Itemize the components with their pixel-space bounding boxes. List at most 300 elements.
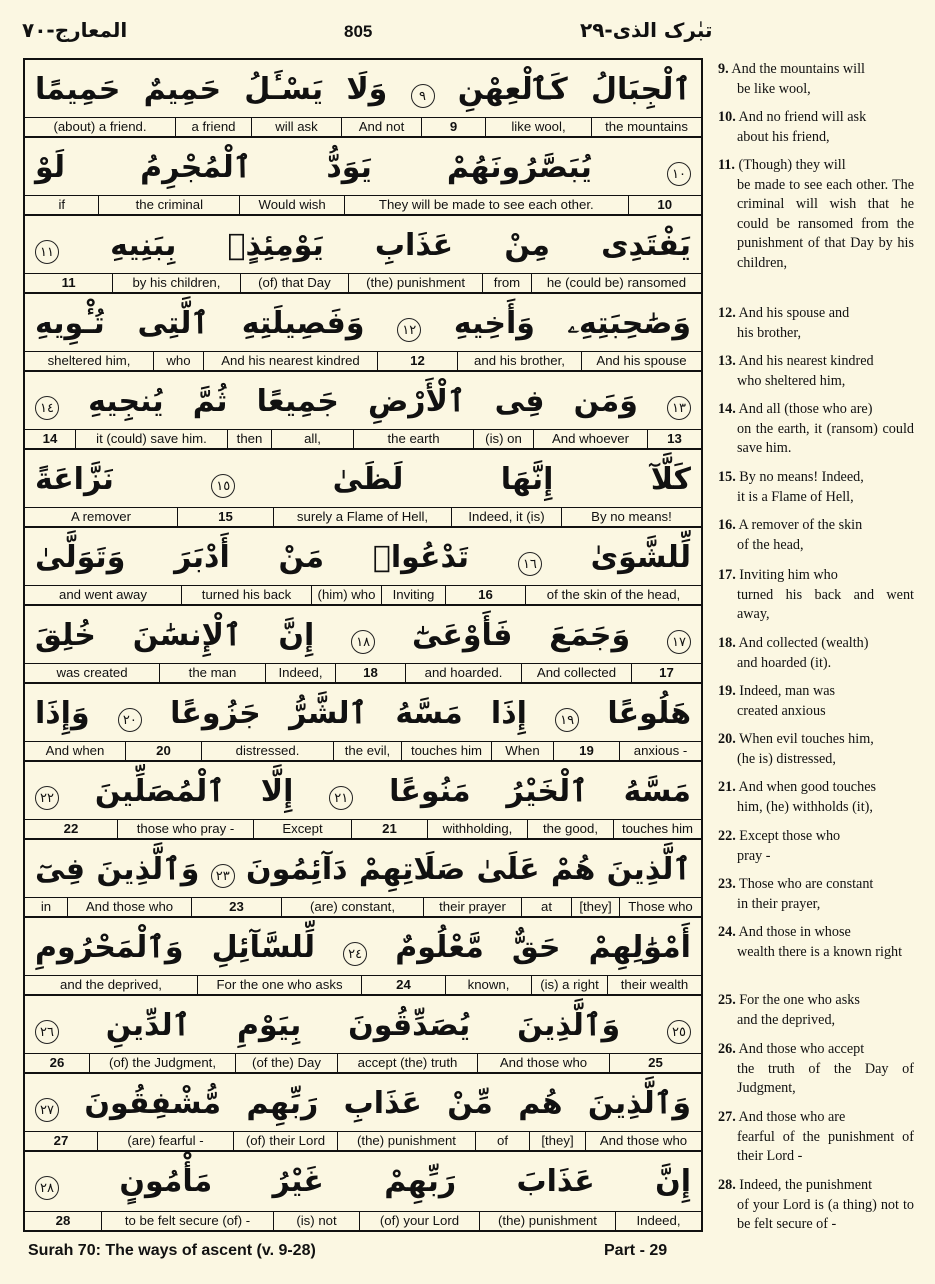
arabic-word: يَسْـَٔلُ — [244, 71, 324, 107]
gloss-cell: Indeed, — [265, 664, 335, 682]
verse-number-marker: ١٨ — [351, 630, 375, 654]
translation-text-continued: in their prayer, — [737, 895, 821, 912]
gloss-cell: Would wish — [239, 196, 344, 214]
translation-verse-number: 22. — [718, 828, 736, 844]
verse-number-marker: ١٥ — [211, 474, 235, 498]
english-gloss-row — [25, 1211, 701, 1230]
translation-verse — [718, 827, 914, 866]
arabic-word: وَٱلَّذِينَ — [587, 1085, 691, 1121]
arabic-word: ٱلَّذِينَ — [606, 851, 691, 887]
translation-text-continued: turned his back and went away, — [737, 586, 914, 623]
verse-row — [25, 216, 701, 294]
arabic-word: مَّعْلُومٌ — [395, 929, 484, 965]
gloss-cell: to be felt secure (of) - — [101, 1212, 273, 1230]
gloss-verse-number: 25 — [609, 1054, 701, 1072]
arabic-words — [25, 294, 701, 352]
gloss-cell: (is) a right — [531, 976, 607, 994]
english-gloss-row — [25, 897, 701, 916]
arabic-word: إِنَّ — [655, 1163, 691, 1199]
arabic-word: ٱلْمُجْرِمُ — [140, 149, 252, 185]
english-gloss-row — [25, 1131, 701, 1150]
gloss-verse-number: 14 — [42, 431, 58, 446]
footer-part: Part - 29 — [604, 1242, 668, 1259]
gloss-cell: the mountains — [591, 118, 701, 136]
translation-text-continued: pray - — [737, 847, 771, 864]
translation-text-continued: and hoarded (it). — [737, 654, 832, 671]
translation-text-first-line: And his nearest kindred — [738, 353, 874, 369]
gloss-cell: (about) a friend. — [53, 119, 147, 134]
gloss-cell: A remover — [70, 509, 132, 524]
translation-text-continued: who sheltered him, — [737, 372, 846, 389]
translation-verse-number: 20. — [718, 731, 736, 747]
translation-verse — [718, 923, 914, 962]
translation-verse-number: 26. — [718, 1041, 736, 1057]
gloss-cell: the evil, — [333, 742, 401, 760]
gloss-verse-number: 21 — [351, 820, 427, 838]
english-gloss-row — [25, 507, 701, 526]
gloss-cell: For the one who asks — [197, 976, 361, 994]
translation-verse-number: 9. — [718, 61, 729, 77]
arabic-word: رَبِّهِمْ — [384, 1163, 457, 1199]
arabic-word: وَمَن — [573, 383, 638, 419]
gloss-cell: in — [40, 899, 52, 914]
arabic-words — [25, 372, 701, 430]
verse-number-marker: ١٩ — [555, 708, 579, 732]
gloss-cell: (of the) Day — [235, 1054, 337, 1072]
arabic-word: يُصَدِّقُونَ — [348, 1007, 471, 1043]
verse-row — [25, 294, 701, 372]
translation-verse — [718, 516, 914, 555]
translation-verse — [718, 1176, 914, 1235]
arabic-word: أَمْوَٰلِهِمْ — [588, 929, 691, 965]
translation-text-first-line: And all (those who are) — [738, 401, 873, 417]
gloss-cell: anxious - — [619, 742, 701, 760]
gloss-cell: Indeed, — [615, 1212, 701, 1230]
arabic-words — [25, 450, 701, 508]
gloss-cell: known, — [445, 976, 531, 994]
gloss-cell: (the) punishment — [479, 1212, 615, 1230]
translation-text-first-line: And those who accept — [738, 1041, 865, 1057]
gloss-cell: (of) the Judgment, — [89, 1054, 235, 1072]
arabic-words — [25, 918, 701, 976]
gloss-cell: (is) on — [473, 430, 533, 448]
verse-number-marker: ٢٥ — [667, 1020, 691, 1044]
arabic-word: ٱلَّتِى — [137, 305, 209, 341]
translation-text-continued: be like wool, — [737, 80, 811, 97]
arabic-word: وَأَخِيهِ — [453, 305, 535, 341]
gloss-cell: (of) that Day — [240, 274, 348, 292]
arabic-word: وَفَصِيلَتِهِ — [241, 305, 365, 341]
gloss-cell: the good, — [527, 820, 613, 838]
arabic-words — [25, 606, 701, 664]
arabic-word: يَفْتَدِى — [601, 227, 691, 263]
translation-verse-number: 11. — [718, 157, 735, 173]
gloss-cell: by his children, — [112, 274, 240, 292]
translation-text-continued: the truth of the Day of Judgment, — [737, 1060, 914, 1097]
arabic-words — [25, 840, 701, 898]
translation-verse-number: 13. — [718, 353, 736, 369]
arabic-word: إِنَّهَا — [500, 461, 554, 497]
translation-text-continued: and the deprived, — [737, 1011, 836, 1028]
arabic-word: وَٱلَّذِينَ — [96, 851, 200, 887]
gloss-cell: touches him — [613, 820, 701, 838]
arabic-word: تُـْٔوِيهِ — [35, 305, 105, 341]
translation-text-continued: created anxious — [737, 702, 826, 719]
arabic-word: عَذَابَ — [516, 1163, 595, 1199]
arabic-word: وَإِذَا — [35, 695, 90, 731]
translation-verse — [718, 778, 914, 817]
translation-text-first-line: When evil touches him, — [739, 731, 874, 747]
translation-verse — [718, 108, 914, 147]
gloss-cell: (is) not — [273, 1212, 359, 1230]
translation-text-continued: of your Lord is (a thing) not to be felt secure of - — [737, 1196, 914, 1233]
translation-text-first-line: Except those who — [739, 828, 841, 844]
arabic-word: فِىٓ — [35, 851, 85, 887]
translation-verse — [718, 1040, 914, 1099]
gloss-verse-number: 16 — [445, 586, 525, 604]
arabic-word: مِّنْ — [447, 1085, 493, 1121]
gloss-verse-number: 18 — [335, 664, 405, 682]
gloss-cell: touches him — [401, 742, 491, 760]
gloss-cell: distressed. — [201, 742, 333, 760]
gloss-cell: and his brother, — [457, 352, 581, 370]
english-gloss-row — [25, 117, 701, 136]
arabic-word: بِبَنِيهِ — [110, 227, 177, 263]
english-gloss-row — [25, 195, 701, 214]
english-gloss-row — [25, 351, 701, 370]
translation-verse-number: 19. — [718, 683, 736, 699]
gloss-cell: [they] — [529, 1132, 585, 1150]
arabic-word: مَنْ — [278, 539, 325, 575]
verse-row — [25, 60, 701, 138]
verse-number-marker: ١١ — [35, 240, 59, 264]
arabic-word: ٱلْجِبَالُ — [590, 71, 691, 107]
verse-row — [25, 1074, 701, 1152]
gloss-verse-number: 17 — [631, 664, 701, 682]
arabic-word: عَذَابِ — [343, 1085, 422, 1121]
gloss-verse-number: 27 — [53, 1133, 69, 1148]
english-gloss-row — [25, 819, 701, 838]
translation-text-first-line: And the mountains will — [731, 61, 865, 77]
arabic-word: لِّلشَّوَىٰ — [590, 539, 691, 575]
verse-number-marker: ١٢ — [397, 318, 421, 342]
gloss-cell: (of) your Lord — [359, 1212, 479, 1230]
gloss-verse-number: 13 — [647, 430, 701, 448]
arabic-words — [25, 1074, 701, 1132]
translation-text-first-line: For the one who asks — [739, 992, 860, 1008]
gloss-cell: And those who — [585, 1132, 701, 1150]
arabic-word: يَوَدُّ — [326, 149, 372, 185]
translation-text-continued: fearful of the punishment of their Lord - — [737, 1128, 914, 1165]
arabic-words — [25, 60, 701, 118]
translation-verse-number: 12. — [718, 305, 736, 321]
translation-text-first-line: And those in whose — [738, 924, 851, 940]
gloss-cell: Indeed, it (is) — [451, 508, 561, 526]
arabic-word: مَأْمُونٍ — [119, 1163, 213, 1199]
gloss-cell: who — [153, 352, 203, 370]
arabic-word: عَذَابِ — [374, 227, 454, 263]
gloss-verse-number: 9 — [421, 118, 485, 136]
gloss-cell: And his spouse — [581, 352, 701, 370]
arabic-word: لَوْ — [35, 149, 66, 185]
gloss-cell: and went away — [59, 587, 147, 602]
gloss-cell: [they] — [571, 898, 619, 916]
translation-verse-number: 14. — [718, 401, 736, 417]
gloss-cell: And whoever — [533, 430, 647, 448]
arabic-word: مَسَّهُ — [623, 773, 691, 809]
translation-text-continued: be made to see each other. The criminal will wish that he could be ransomed from the punishment of that Day by his children, — [737, 176, 914, 271]
translation-text-continued: about his friend, — [737, 128, 830, 145]
arabic-word: فِى — [494, 383, 545, 419]
arabic-word: ٱلْإِنسَٰنَ — [132, 617, 242, 653]
arabic-word: مُّشْفِقُونَ — [84, 1085, 222, 1121]
arabic-word: إِذَا — [490, 695, 527, 731]
gloss-cell: And not — [341, 118, 421, 136]
translation-verse-number: 21. — [718, 779, 736, 795]
gloss-cell: from — [482, 274, 531, 292]
gloss-cell: accept (the) truth — [337, 1054, 477, 1072]
verse-number-marker: ١٦ — [518, 552, 542, 576]
verse-number-marker: ٢٠ — [118, 708, 142, 732]
gloss-cell: like wool, — [485, 118, 591, 136]
word-by-word-grid — [23, 58, 703, 1232]
gloss-cell: turned his back — [181, 586, 311, 604]
arabic-word: صَلَاتِهِمْ — [358, 851, 466, 887]
translation-verse-number: 25. — [718, 992, 736, 1008]
translation-verse — [718, 991, 914, 1030]
gloss-cell: (of) their Lord — [233, 1132, 337, 1150]
gloss-cell: (are) constant, — [281, 898, 423, 916]
translation-text-continued: it is a Flame of Hell, — [737, 488, 854, 505]
arabic-word: نَزَّاعَةً — [35, 461, 114, 497]
arabic-word: حَقٌّ — [511, 929, 561, 965]
arabic-words — [25, 996, 701, 1054]
gloss-cell: of the skin of the head, — [525, 586, 701, 604]
translation-verse — [718, 156, 914, 274]
verse-number-marker: ٢٨ — [35, 1176, 59, 1200]
gloss-cell: and hoarded. — [405, 664, 521, 682]
translation-verse — [718, 875, 914, 914]
arabic-word: مَسَّهُ — [395, 695, 463, 731]
gloss-cell: he (could be) ransomed — [531, 274, 701, 292]
verse-row — [25, 684, 701, 762]
gloss-cell: surely a Flame of Hell, — [273, 508, 451, 526]
translation-verse-number: 28. — [718, 1177, 736, 1193]
gloss-cell: their prayer — [423, 898, 521, 916]
translation-text-first-line: And his spouse and — [738, 305, 850, 321]
gloss-verse-number: 12 — [377, 352, 457, 370]
translation-text-first-line: By no means! Indeed, — [739, 469, 864, 485]
header-surah-title: المعارج-٧٠ — [22, 18, 128, 42]
verse-row — [25, 996, 701, 1074]
arabic-words — [25, 1152, 701, 1210]
translation-verse-number: 27. — [718, 1109, 736, 1125]
gloss-verse-number: 22 — [63, 821, 79, 836]
gloss-verse-number: 19 — [553, 742, 619, 760]
translation-text-first-line: And those who are — [738, 1109, 846, 1125]
verse-number-marker: ١٧ — [667, 630, 691, 654]
translation-verse — [718, 682, 914, 721]
arabic-word: هُم — [518, 1085, 563, 1121]
translation-verse — [718, 468, 914, 507]
translation-verse-number: 17. — [718, 567, 736, 583]
arabic-word: إِلَّا — [260, 773, 294, 809]
english-gloss-row — [25, 429, 701, 448]
arabic-word: أَدْبَرَ — [174, 539, 230, 575]
arabic-word: يُبَصَّرُونَهُمْ — [446, 149, 592, 185]
verse-number-marker: ٢٧ — [35, 1098, 59, 1122]
verse-row — [25, 1152, 701, 1230]
gloss-cell: Those who — [619, 898, 701, 916]
verse-number-marker: ٢٢ — [35, 786, 59, 810]
arabic-word: بِيَوْمِ — [237, 1007, 302, 1043]
gloss-cell: Inviting — [381, 586, 445, 604]
verse-number-marker: ٢٦ — [35, 1020, 59, 1044]
translation-text-continued: on the earth, it (ransom) could save him. — [737, 420, 914, 457]
gloss-cell: those who pray - — [117, 820, 253, 838]
gloss-cell: a friend — [175, 118, 251, 136]
arabic-word: كَلَّآ — [650, 461, 691, 497]
verse-number-marker: ٢٣ — [211, 864, 235, 888]
arabic-word: هَلُوعًا — [607, 695, 691, 731]
gloss-cell: And when — [45, 743, 105, 758]
gloss-verse-number: 23 — [191, 898, 281, 916]
arabic-word: كَٱلْعِهْنِ — [457, 71, 568, 107]
gloss-cell: By no means! — [561, 508, 701, 526]
gloss-cell: And those who — [477, 1054, 609, 1072]
verse-row — [25, 138, 701, 216]
arabic-words — [25, 138, 701, 196]
gloss-cell: and the deprived, — [60, 977, 162, 992]
gloss-cell: if — [58, 197, 66, 212]
translation-verse — [718, 634, 914, 673]
arabic-word: جَزُوعًا — [170, 695, 261, 731]
translation-text-first-line: A remover of the skin — [738, 517, 863, 533]
arabic-word: غَيْرُ — [272, 1163, 324, 1199]
translation-verse — [718, 1108, 914, 1167]
arabic-word: خُلِقَ — [35, 617, 96, 653]
translation-text-continued: of the head, — [737, 536, 804, 553]
arabic-word: فَأَوْعَىٰٓ — [411, 617, 513, 653]
verse-row — [25, 606, 701, 684]
header-part-title: تبٰرک الذی-٢٩ — [580, 18, 713, 42]
english-gloss-row — [25, 975, 701, 994]
english-gloss-row — [25, 1053, 701, 1072]
translation-text-first-line: And when good touches — [738, 779, 877, 795]
arabic-word: هُمْ — [550, 851, 596, 887]
arabic-word: لَظَىٰ — [332, 461, 404, 497]
verse-number-marker: ١٤ — [35, 396, 59, 420]
translation-verse — [718, 352, 914, 391]
arabic-word: دَآئِمُونَ — [246, 851, 348, 887]
arabic-word: تَدْعُوا۟ — [372, 539, 470, 575]
gloss-cell: Except — [253, 820, 351, 838]
verse-number-marker: ١٠ — [667, 162, 691, 186]
arabic-word: يُنجِيهِ — [88, 383, 164, 419]
arabic-word: وَصَٰحِبَتِهِۦ — [567, 305, 691, 341]
gloss-cell: their wealth — [607, 976, 701, 994]
gloss-cell: it (could) save him. — [75, 430, 227, 448]
arabic-word: إِنَّ — [278, 617, 315, 653]
translation-verse-number: 16. — [718, 517, 736, 533]
footer-surah: Surah 70: The ways of ascent (v. 9-28) — [28, 1242, 316, 1259]
verse-row — [25, 762, 701, 840]
gloss-cell: (are) fearful - — [97, 1132, 233, 1150]
translation-text-continued: him, (he) withholds (it), — [737, 798, 873, 815]
arabic-word: ثُمَّ — [192, 383, 228, 419]
translation-verse — [718, 304, 914, 343]
gloss-cell: at — [521, 898, 571, 916]
gloss-cell: the man — [159, 664, 265, 682]
arabic-word: حَمِيمٌ — [143, 71, 222, 107]
gloss-cell: the earth — [353, 430, 473, 448]
translation-text-first-line: And no friend will ask — [738, 109, 867, 125]
gloss-cell: withholding, — [427, 820, 527, 838]
translation-verse — [718, 566, 914, 625]
arabic-word: ٱلْخَيْرُ — [506, 773, 588, 809]
arabic-word: حَمِيمًا — [35, 71, 121, 107]
translation-verse-number: 10. — [718, 109, 736, 125]
arabic-word: عَلَىٰ — [476, 851, 540, 887]
verse-row — [25, 528, 701, 606]
gloss-cell: will ask — [251, 118, 341, 136]
gloss-cell: the criminal — [98, 196, 239, 214]
verse-number-marker: ٢٤ — [343, 942, 367, 966]
verse-row — [25, 918, 701, 996]
english-gloss-row — [25, 585, 701, 604]
translation-verse-number: 15. — [718, 469, 736, 485]
gloss-verse-number: 11 — [61, 275, 76, 290]
arabic-word: وَٱلْمَحْرُومِ — [35, 929, 184, 965]
translation-verse — [718, 60, 914, 99]
arabic-word: جَمِيعًا — [256, 383, 339, 419]
arabic-words — [25, 684, 701, 742]
arabic-words — [25, 528, 701, 586]
gloss-cell: And those who — [67, 898, 191, 916]
gloss-cell: then — [227, 430, 271, 448]
translation-text-continued: his brother, — [737, 324, 802, 341]
translation-text-first-line: Indeed, the punishment — [739, 1177, 873, 1193]
translation-text-continued: wealth there is a known right — [737, 943, 903, 960]
gloss-cell: When — [491, 742, 553, 760]
arabic-word: ٱلشَّرُّ — [289, 695, 368, 731]
translation-verse-number: 24. — [718, 924, 736, 940]
arabic-word: وَتَوَلَّىٰ — [35, 539, 126, 575]
translation-verse-number: 18. — [718, 635, 736, 651]
gloss-verse-number: 15 — [177, 508, 273, 526]
arabic-word: ٱلْمُصَلِّينَ — [94, 773, 225, 809]
english-gloss-row — [25, 273, 701, 292]
arabic-word: وَٱلَّذِينَ — [517, 1007, 621, 1043]
gloss-cell: (the) punishment — [348, 274, 482, 292]
gloss-verse-number: 26 — [49, 1055, 65, 1070]
arabic-word: وَجَمَعَ — [549, 617, 631, 653]
translation-text-first-line: (Though) they will — [738, 157, 846, 173]
verse-row — [25, 840, 701, 918]
gloss-cell: And collected — [521, 664, 631, 682]
arabic-word: لِّلسَّآئِلِ — [211, 929, 315, 965]
translation-text-continued: (he is) distressed, — [737, 750, 836, 767]
translation-verse-number: 23. — [718, 876, 736, 892]
translation-text-first-line: Indeed, man was — [739, 683, 836, 699]
gloss-verse-number: 10 — [628, 196, 701, 214]
gloss-cell: (the) punishment — [337, 1132, 475, 1150]
gloss-cell: And his nearest kindred — [203, 352, 377, 370]
english-gloss-row — [25, 741, 701, 760]
arabic-word: مِنْ — [504, 227, 550, 263]
arabic-words — [25, 762, 701, 820]
translation-verse — [718, 730, 914, 769]
